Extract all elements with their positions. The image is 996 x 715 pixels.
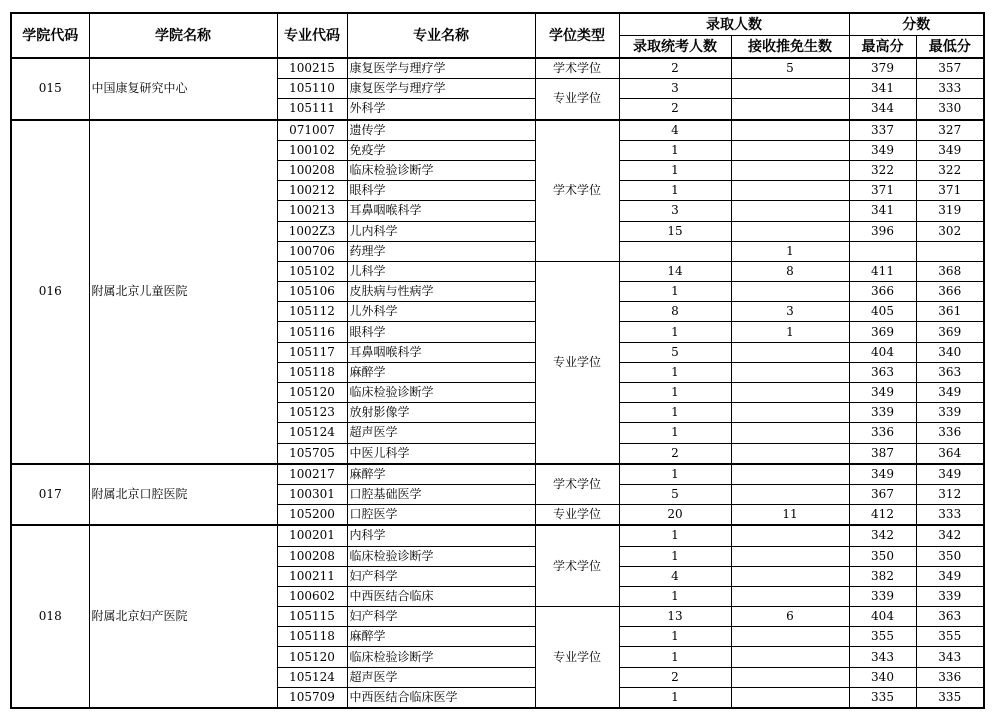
major-code: 105200 bbox=[277, 505, 347, 526]
recommended-count: 1 bbox=[731, 241, 849, 261]
major-name: 内科学 bbox=[347, 525, 535, 546]
major-name: 免疫学 bbox=[347, 140, 535, 160]
exam-admitted-count: 1 bbox=[619, 181, 731, 201]
max-score: 396 bbox=[849, 221, 916, 241]
exam-admitted-count bbox=[619, 241, 731, 261]
major-name: 耳鼻咽喉科学 bbox=[347, 201, 535, 221]
max-score: 412 bbox=[849, 505, 916, 526]
max-score: 350 bbox=[849, 546, 916, 566]
max-score: 355 bbox=[849, 627, 916, 647]
major-name: 口腔基础医学 bbox=[347, 484, 535, 504]
max-score: 369 bbox=[849, 322, 916, 342]
table-row bbox=[11, 525, 984, 546]
min-score: 364 bbox=[916, 443, 984, 464]
major-name: 临床检验诊断学 bbox=[347, 383, 535, 403]
header-college-code: 学院代码 bbox=[11, 13, 89, 58]
min-score: 335 bbox=[916, 687, 984, 708]
min-score: 368 bbox=[916, 261, 984, 281]
min-score: 361 bbox=[916, 302, 984, 322]
min-score: 333 bbox=[916, 79, 984, 99]
major-code: 105115 bbox=[277, 607, 347, 627]
recommended-count: 11 bbox=[731, 505, 849, 526]
major-code: 100102 bbox=[277, 140, 347, 160]
min-score: 336 bbox=[916, 667, 984, 687]
min-score: 349 bbox=[916, 383, 984, 403]
header-exam-admitted: 录取统考人数 bbox=[619, 36, 731, 59]
recommended-count bbox=[731, 282, 849, 302]
header-major-name: 专业名称 bbox=[347, 13, 535, 58]
college-code: 015 bbox=[11, 58, 89, 120]
major-name: 临床检验诊断学 bbox=[347, 160, 535, 180]
min-score: 343 bbox=[916, 647, 984, 667]
max-score: 366 bbox=[849, 282, 916, 302]
major-name: 眼科学 bbox=[347, 181, 535, 201]
recommended-count: 1 bbox=[731, 322, 849, 342]
max-score: 322 bbox=[849, 160, 916, 180]
exam-admitted-count: 1 bbox=[619, 403, 731, 423]
min-score: 342 bbox=[916, 525, 984, 546]
recommended-count bbox=[731, 120, 849, 141]
min-score: 330 bbox=[916, 99, 984, 120]
max-score: 382 bbox=[849, 566, 916, 586]
header-degree-type: 学位类型 bbox=[535, 13, 619, 58]
major-code: 100211 bbox=[277, 566, 347, 586]
major-name: 临床检验诊断学 bbox=[347, 647, 535, 667]
min-score: 363 bbox=[916, 362, 984, 382]
exam-admitted-count: 1 bbox=[619, 423, 731, 443]
recommended-count bbox=[731, 586, 849, 606]
exam-admitted-count: 3 bbox=[619, 79, 731, 99]
max-score: 339 bbox=[849, 586, 916, 606]
min-score: 322 bbox=[916, 160, 984, 180]
exam-admitted-count: 1 bbox=[619, 546, 731, 566]
exam-admitted-count: 1 bbox=[619, 627, 731, 647]
recommended-count bbox=[731, 546, 849, 566]
table-row bbox=[11, 58, 984, 79]
recommended-count bbox=[731, 221, 849, 241]
header-admission-count: 录取人数 bbox=[619, 13, 849, 36]
recommended-count bbox=[731, 443, 849, 464]
major-code: 100602 bbox=[277, 586, 347, 606]
recommended-count bbox=[731, 99, 849, 120]
college-name: 附属北京妇产医院 bbox=[89, 525, 277, 708]
max-score: 349 bbox=[849, 464, 916, 485]
max-score: 335 bbox=[849, 687, 916, 708]
major-code: 100301 bbox=[277, 484, 347, 504]
max-score: 379 bbox=[849, 58, 916, 79]
admission-table bbox=[10, 12, 985, 709]
max-score: 349 bbox=[849, 383, 916, 403]
major-code: 105120 bbox=[277, 647, 347, 667]
table-row bbox=[11, 120, 984, 141]
recommended-count bbox=[731, 627, 849, 647]
major-code: 105120 bbox=[277, 383, 347, 403]
major-code: 100215 bbox=[277, 58, 347, 79]
college-code: 016 bbox=[11, 120, 89, 464]
min-score bbox=[916, 241, 984, 261]
header-major-code: 专业代码 bbox=[277, 13, 347, 58]
min-score: 349 bbox=[916, 140, 984, 160]
major-code: 105112 bbox=[277, 302, 347, 322]
exam-admitted-count: 2 bbox=[619, 58, 731, 79]
major-code: 071007 bbox=[277, 120, 347, 141]
exam-admitted-count: 15 bbox=[619, 221, 731, 241]
major-code: 100208 bbox=[277, 160, 347, 180]
min-score: 312 bbox=[916, 484, 984, 504]
recommended-count bbox=[731, 181, 849, 201]
recommended-count bbox=[731, 403, 849, 423]
exam-admitted-count: 1 bbox=[619, 322, 731, 342]
recommended-count bbox=[731, 667, 849, 687]
recommended-count: 3 bbox=[731, 302, 849, 322]
major-code: 105124 bbox=[277, 667, 347, 687]
recommended-count bbox=[731, 423, 849, 443]
major-code: 105124 bbox=[277, 423, 347, 443]
college-code: 017 bbox=[11, 464, 89, 526]
max-score bbox=[849, 241, 916, 261]
major-name: 药理学 bbox=[347, 241, 535, 261]
major-name: 眼科学 bbox=[347, 322, 535, 342]
exam-admitted-count: 4 bbox=[619, 120, 731, 141]
exam-admitted-count: 1 bbox=[619, 383, 731, 403]
major-name: 临床检验诊断学 bbox=[347, 546, 535, 566]
degree-type: 学术学位 bbox=[535, 120, 619, 262]
max-score: 336 bbox=[849, 423, 916, 443]
major-code: 100706 bbox=[277, 241, 347, 261]
college-code: 018 bbox=[11, 525, 89, 708]
exam-admitted-count: 1 bbox=[619, 687, 731, 708]
exam-admitted-count: 1 bbox=[619, 464, 731, 485]
max-score: 371 bbox=[849, 181, 916, 201]
min-score: 333 bbox=[916, 505, 984, 526]
major-name: 儿外科学 bbox=[347, 302, 535, 322]
min-score: 366 bbox=[916, 282, 984, 302]
major-name: 妇产科学 bbox=[347, 566, 535, 586]
table-row bbox=[11, 464, 984, 485]
recommended-count bbox=[731, 140, 849, 160]
max-score: 337 bbox=[849, 120, 916, 141]
max-score: 404 bbox=[849, 607, 916, 627]
max-score: 342 bbox=[849, 525, 916, 546]
recommended-count bbox=[731, 484, 849, 504]
major-code: 100213 bbox=[277, 201, 347, 221]
recommended-count bbox=[731, 464, 849, 485]
max-score: 343 bbox=[849, 647, 916, 667]
degree-type: 学术学位 bbox=[535, 525, 619, 606]
recommended-count bbox=[731, 525, 849, 546]
major-name: 皮肤病与性病学 bbox=[347, 282, 535, 302]
major-code: 100212 bbox=[277, 181, 347, 201]
exam-admitted-count: 2 bbox=[619, 443, 731, 464]
max-score: 387 bbox=[849, 443, 916, 464]
major-code: 105123 bbox=[277, 403, 347, 423]
min-score: 319 bbox=[916, 201, 984, 221]
min-score: 302 bbox=[916, 221, 984, 241]
degree-type: 专业学位 bbox=[535, 607, 619, 708]
recommended-count: 5 bbox=[731, 58, 849, 79]
header-max-score: 最高分 bbox=[849, 36, 916, 59]
min-score: 357 bbox=[916, 58, 984, 79]
exam-admitted-count: 2 bbox=[619, 667, 731, 687]
exam-admitted-count: 5 bbox=[619, 342, 731, 362]
exam-admitted-count: 8 bbox=[619, 302, 731, 322]
min-score: 369 bbox=[916, 322, 984, 342]
header-min-score: 最低分 bbox=[916, 36, 984, 59]
major-name: 康复医学与理疗学 bbox=[347, 58, 535, 79]
min-score: 355 bbox=[916, 627, 984, 647]
major-name: 外科学 bbox=[347, 99, 535, 120]
exam-admitted-count: 1 bbox=[619, 586, 731, 606]
min-score: 350 bbox=[916, 546, 984, 566]
exam-admitted-count: 1 bbox=[619, 140, 731, 160]
max-score: 405 bbox=[849, 302, 916, 322]
major-name: 口腔医学 bbox=[347, 505, 535, 526]
major-code: 105117 bbox=[277, 342, 347, 362]
major-name: 遗传学 bbox=[347, 120, 535, 141]
major-code: 105111 bbox=[277, 99, 347, 120]
table-body bbox=[11, 58, 984, 708]
min-score: 371 bbox=[916, 181, 984, 201]
major-code: 105709 bbox=[277, 687, 347, 708]
min-score: 363 bbox=[916, 607, 984, 627]
header-row-1 bbox=[11, 13, 984, 36]
major-code: 105110 bbox=[277, 79, 347, 99]
recommended-count bbox=[731, 687, 849, 708]
min-score: 339 bbox=[916, 403, 984, 423]
college-name: 中国康复研究中心 bbox=[89, 58, 277, 120]
exam-admitted-count: 1 bbox=[619, 282, 731, 302]
recommended-count bbox=[731, 79, 849, 99]
recommended-count bbox=[731, 566, 849, 586]
max-score: 340 bbox=[849, 667, 916, 687]
major-code: 100208 bbox=[277, 546, 347, 566]
min-score: 339 bbox=[916, 586, 984, 606]
recommended-count bbox=[731, 342, 849, 362]
max-score: 404 bbox=[849, 342, 916, 362]
min-score: 349 bbox=[916, 464, 984, 485]
recommended-count bbox=[731, 647, 849, 667]
major-code: 1002Z3 bbox=[277, 221, 347, 241]
header-scores: 分数 bbox=[849, 13, 984, 36]
major-name: 耳鼻咽喉科学 bbox=[347, 342, 535, 362]
exam-admitted-count: 2 bbox=[619, 99, 731, 120]
major-name: 超声医学 bbox=[347, 667, 535, 687]
min-score: 349 bbox=[916, 566, 984, 586]
major-code: 105116 bbox=[277, 322, 347, 342]
header-college-name: 学院名称 bbox=[89, 13, 277, 58]
college-name: 附属北京儿童医院 bbox=[89, 120, 277, 464]
exam-admitted-count: 5 bbox=[619, 484, 731, 504]
major-code: 105102 bbox=[277, 261, 347, 281]
min-score: 340 bbox=[916, 342, 984, 362]
max-score: 339 bbox=[849, 403, 916, 423]
major-name: 超声医学 bbox=[347, 423, 535, 443]
college-name: 附属北京口腔医院 bbox=[89, 464, 277, 526]
major-name: 康复医学与理疗学 bbox=[347, 79, 535, 99]
major-name: 儿内科学 bbox=[347, 221, 535, 241]
max-score: 411 bbox=[849, 261, 916, 281]
major-name: 中医儿科学 bbox=[347, 443, 535, 464]
max-score: 341 bbox=[849, 79, 916, 99]
recommended-count bbox=[731, 201, 849, 221]
recommended-count: 8 bbox=[731, 261, 849, 281]
major-code: 105705 bbox=[277, 443, 347, 464]
exam-admitted-count: 4 bbox=[619, 566, 731, 586]
exam-admitted-count: 20 bbox=[619, 505, 731, 526]
degree-type: 专业学位 bbox=[535, 79, 619, 120]
degree-type: 学术学位 bbox=[535, 58, 619, 79]
exam-admitted-count: 1 bbox=[619, 362, 731, 382]
exam-admitted-count: 1 bbox=[619, 160, 731, 180]
max-score: 363 bbox=[849, 362, 916, 382]
min-score: 336 bbox=[916, 423, 984, 443]
major-name: 中西医结合临床医学 bbox=[347, 687, 535, 708]
header-recommended: 接收推免生数 bbox=[731, 36, 849, 59]
major-code: 105106 bbox=[277, 282, 347, 302]
degree-type: 专业学位 bbox=[535, 261, 619, 463]
min-score: 327 bbox=[916, 120, 984, 141]
major-code: 100201 bbox=[277, 525, 347, 546]
major-code: 100217 bbox=[277, 464, 347, 485]
major-name: 中西医结合临床 bbox=[347, 586, 535, 606]
degree-type: 学术学位 bbox=[535, 464, 619, 505]
exam-admitted-count: 13 bbox=[619, 607, 731, 627]
major-code: 105118 bbox=[277, 362, 347, 382]
major-name: 妇产科学 bbox=[347, 607, 535, 627]
major-name: 麻醉学 bbox=[347, 464, 535, 485]
recommended-count bbox=[731, 362, 849, 382]
degree-type: 专业学位 bbox=[535, 505, 619, 526]
major-name: 儿科学 bbox=[347, 261, 535, 281]
max-score: 341 bbox=[849, 201, 916, 221]
exam-admitted-count: 1 bbox=[619, 647, 731, 667]
major-name: 放射影像学 bbox=[347, 403, 535, 423]
major-name: 麻醉学 bbox=[347, 627, 535, 647]
max-score: 349 bbox=[849, 140, 916, 160]
recommended-count bbox=[731, 160, 849, 180]
recommended-count: 6 bbox=[731, 607, 849, 627]
recommended-count bbox=[731, 383, 849, 403]
exam-admitted-count: 1 bbox=[619, 525, 731, 546]
exam-admitted-count: 14 bbox=[619, 261, 731, 281]
max-score: 344 bbox=[849, 99, 916, 120]
major-code: 105118 bbox=[277, 627, 347, 647]
max-score: 367 bbox=[849, 484, 916, 504]
major-name: 麻醉学 bbox=[347, 362, 535, 382]
exam-admitted-count: 3 bbox=[619, 201, 731, 221]
